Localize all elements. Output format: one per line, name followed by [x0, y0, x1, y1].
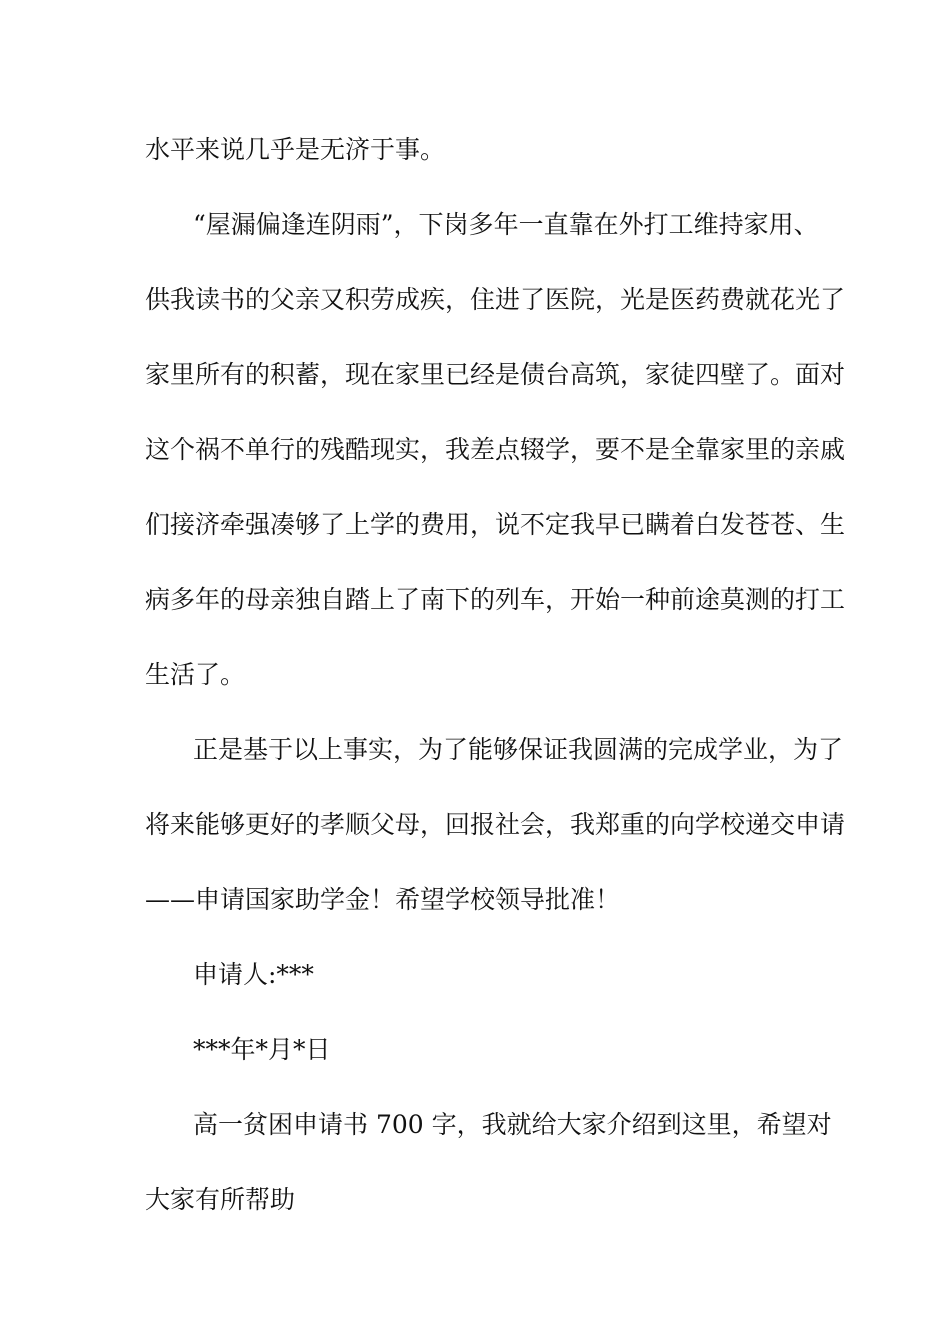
- text-line: 水平来说几乎是无济于事。: [145, 135, 446, 164]
- applicant-signature-line: 申请人:***: [193, 960, 314, 989]
- text-line: 将来能够更好的孝顺父母，回报社会，我郑重的向学校递交申请: [145, 810, 846, 839]
- date-line: ***年*月*日: [193, 1035, 331, 1064]
- paragraph-start-line: 正是基于以上事实，为了能够保证我圆满的完成学业，为了: [193, 735, 844, 764]
- text-line: 病多年的母亲独自踏上了南下的列车，开始一种前途莫测的打工: [145, 585, 846, 614]
- text-line: 们接济牵强凑够了上学的费用，说不定我早已瞒着白发苍苍、生: [145, 510, 846, 539]
- paragraph-start-line: “屋漏偏逢连阴雨”，下岗多年一直靠在外打工维持家用、: [193, 210, 819, 239]
- text-line: 生活了。: [145, 660, 246, 689]
- paragraph-start-line: 高一贫困申请书 700 字，我就给大家介绍到这里，希望对: [193, 1110, 832, 1139]
- text-line: 大家有所帮助: [145, 1185, 296, 1214]
- text-line: 家里所有的积蓄，现在家里已经是债台高筑，家徒四壁了。面对: [145, 360, 846, 389]
- text-line: ——申请国家助学金！希望学校领导批准！: [145, 885, 621, 914]
- text-line: 供我读书的父亲又积劳成疾，住进了医院，光是医药费就花光了: [145, 285, 846, 314]
- text-line: 这个祸不单行的残酷现实，我差点辍学，要不是全靠家里的亲戚: [145, 435, 846, 464]
